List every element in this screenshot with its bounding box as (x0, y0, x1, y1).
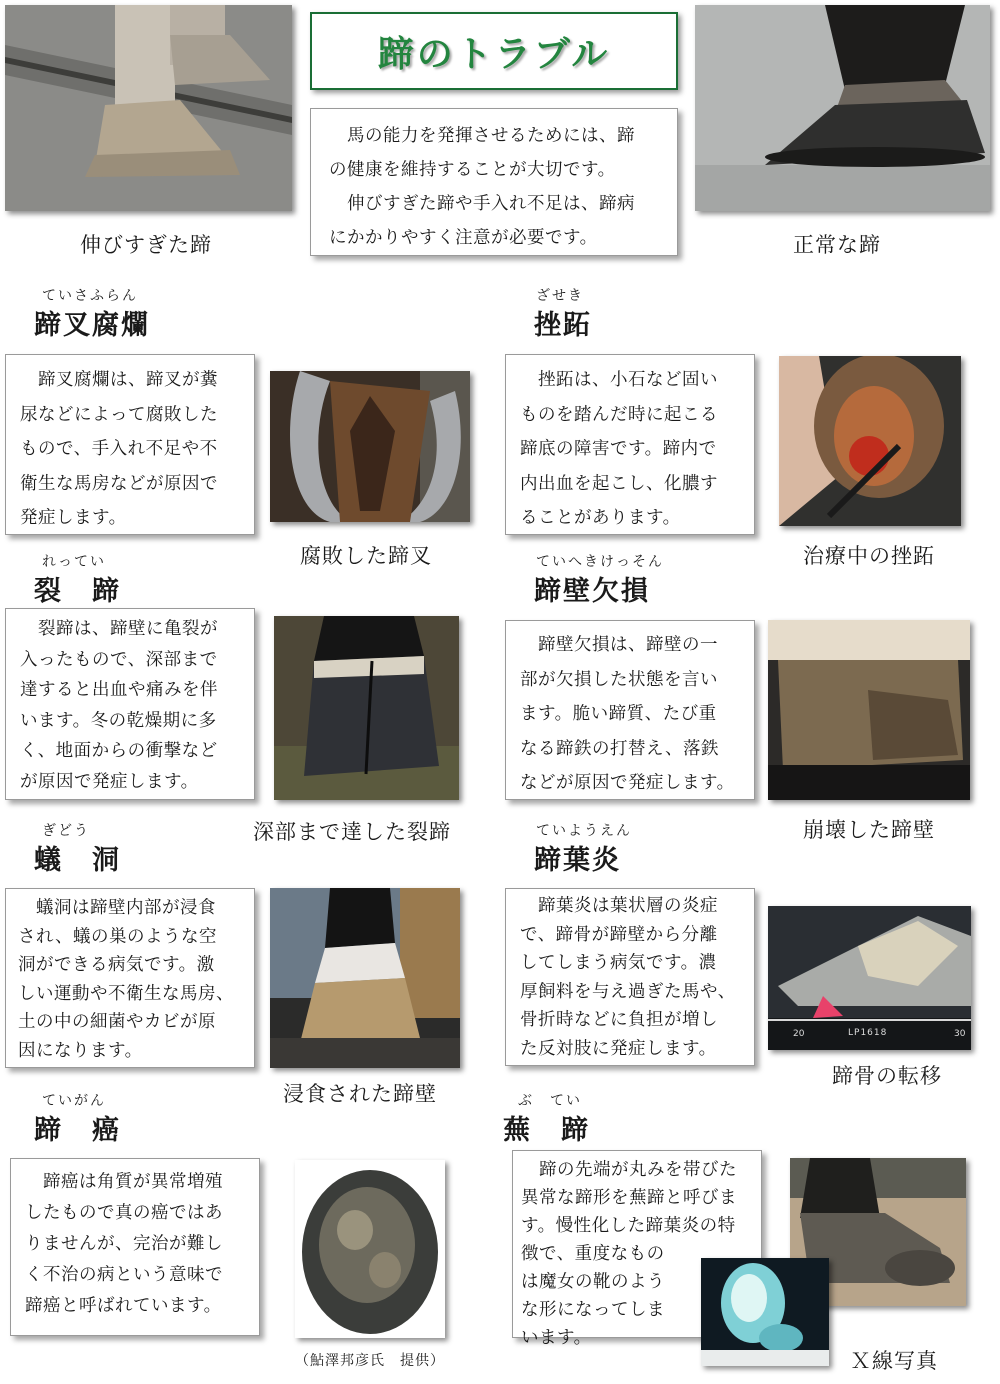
ruby-sole-bruise: ざせき (536, 288, 584, 304)
heading-thrush: 蹄叉腐爛 (34, 310, 150, 341)
page-title: 蹄のトラブル (377, 33, 611, 75)
heading-slipper-foot: 蕪 蹄 (503, 1115, 590, 1146)
page-title-box (310, 12, 678, 90)
intro-box (310, 108, 678, 256)
text-box-thrush (5, 354, 255, 535)
canker-photo (295, 1160, 445, 1338)
heading-seedy-toe: 蟻 洞 (34, 845, 121, 876)
text-box-seedy-toe (5, 888, 255, 1068)
ruby-canker: ていがん (42, 1093, 106, 1109)
text-box-wall-defect (505, 620, 755, 800)
text-wall-defect: 蹄壁欠損は、蹄壁の一 部が欠損した状態を言い ます。脆い蹄質、たび重 なる蹄鉄の打替え、落鉄 などが原因で発症します。 (520, 635, 735, 793)
caption-xray: Ｘ線写真 (850, 1349, 938, 1373)
caption-laminitis: 蹄骨の転移 (832, 1064, 942, 1088)
intro-text: 馬の能力を発揮させるためには、蹄 の健康を維持することが大切です。 伸びすぎた蹄や手入れ不足は、蹄病 にかかりやすく注意が必要です。 (329, 126, 635, 248)
text-box-laminitis (505, 888, 755, 1066)
text-seedy-toe: 蟻洞は蹄壁内部が浸食 され、蟻の巣のような空 洞ができる病気です。激 しい運動や不衛生な馬房、 土の中の細菌やカビが原 因になります。 (18, 898, 234, 1061)
ruby-laminitis: ていようえん (536, 823, 632, 839)
wall-defect-photo (768, 620, 970, 800)
caption-wall-defect: 崩壊した蹄壁 (803, 818, 935, 842)
heading-sole-bruise: 挫跖 (534, 310, 592, 341)
ruler-label-20: 20 (793, 1029, 805, 1039)
ruby-hoof-crack: れってい (42, 554, 106, 570)
seedy-toe-photo (270, 888, 460, 1068)
text-hoof-crack: 裂蹄は、蹄壁に亀裂が 入ったもので、深部まで 達すると出血や痛みを伴 います。冬の乾燥期に多 く、地面からの衝撃など が原因で発症します。 (20, 619, 218, 792)
ruby-wall-defect: ていへきけっそん (536, 554, 664, 570)
text-slipper-foot: 蹄の先端が丸みを帯びた 異常な蹄形を蕪蹄と呼びま す。慢性化した蹄葉炎の特 徴で、重度なもの は魔女の靴のよう な形になってしま います。 (521, 1160, 737, 1348)
ruby-seedy-toe: ぎどう (42, 823, 90, 839)
text-box-sole-bruise (505, 354, 755, 535)
caption-thrush: 腐敗した蹄叉 (300, 544, 432, 568)
sole-bruise-photo (779, 356, 961, 526)
heading-wall-defect: 蹄壁欠損 (534, 576, 650, 607)
caption-seedy-toe: 浸食された蹄壁 (283, 1082, 437, 1106)
heading-laminitis: 蹄葉炎 (534, 845, 621, 876)
overgrown-hoof-photo (5, 5, 292, 211)
caption-hoof-crack: 深部まで達した裂蹄 (253, 820, 451, 844)
credit-text: （鮎澤邦彦氏 提供） (295, 1353, 445, 1369)
text-box-hoof-crack (5, 608, 255, 800)
text-laminitis: 蹄葉炎は葉状層の炎症 で、蹄骨が蹄壁から分離 してしまう病気です。濃 厚飼料を与え過ぎた馬や、 骨折時などに負担が増し た反対肢に発症します。 (520, 896, 736, 1059)
caption-normal-hoof: 正常な蹄 (793, 233, 881, 257)
hoof-crack-photo (274, 616, 459, 800)
heading-hoof-crack: 裂 蹄 (34, 576, 121, 607)
xray-photo (701, 1258, 829, 1366)
text-sole-bruise: 挫跖は、小石など固い ものを踏んだ時に起こる 蹄底の障害です。蹄内で 内出血を起こし、化膿す ることがあります。 (520, 370, 718, 528)
caption-overgrown-hoof: 伸びすぎた蹄 (80, 233, 212, 257)
thrush-photo (270, 371, 470, 522)
ruby-slipper-foot: ぶ てい (518, 1093, 582, 1109)
ruby-thrush: ていさふらん (42, 288, 138, 304)
ruler-label-specimen: LP1618 (848, 1028, 888, 1038)
text-canker: 蹄癌は角質が異常増殖 したもので真の癌ではあ りませんが、完治が難し く不治の病という意味で 蹄癌と呼ばれています。 (25, 1172, 223, 1316)
ruler-label-30: 30 (954, 1029, 966, 1039)
text-thrush: 蹄叉腐爛は、蹄叉が糞 尿などによって腐敗した もので、手入れ不足や不 衛生な馬房などが原因で 発症します。 (20, 370, 218, 528)
caption-sole-bruise: 治療中の挫跖 (803, 544, 935, 568)
text-box-canker (10, 1158, 260, 1336)
normal-hoof-photo (695, 5, 990, 211)
heading-canker: 蹄 癌 (34, 1115, 121, 1146)
laminitis-photo (768, 906, 971, 1050)
